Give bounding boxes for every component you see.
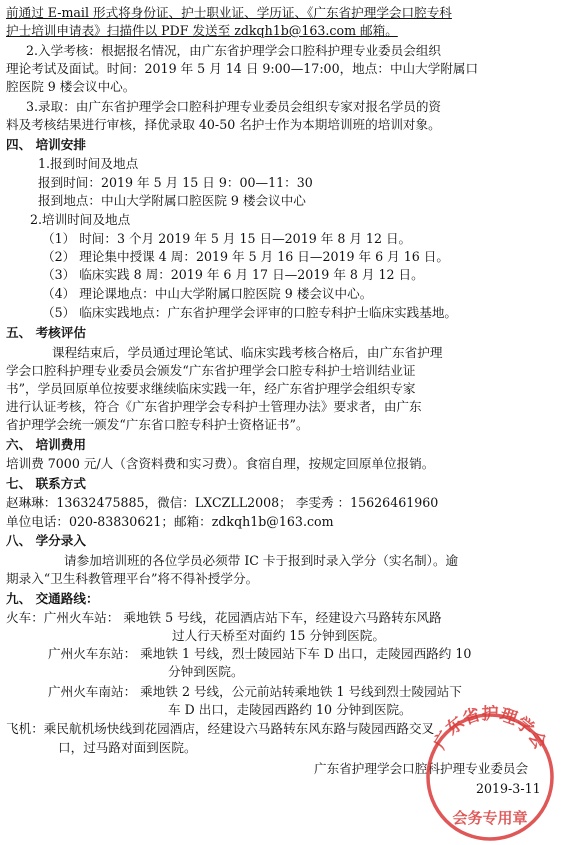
text-line: 护士培训申请表》扫描件以 PDF 发送至 zdkqh1b@163.com 邮箱。 (6, 23, 398, 38)
seal-inner-text: 会务专用章 (452, 809, 528, 827)
section-heading: 四、 培训安排 (6, 137, 86, 152)
text-line: 期录入“卫生科教管理平台”将不得补授学分。 (6, 571, 259, 586)
text-line: 分钟到医院。 (168, 664, 244, 679)
text-line: 培训费 7000 元/人（含资料费和实习费）。食宿自理，按规定回原单位报销。 (6, 456, 435, 471)
text-line: 进行认证考核，符合《广东省护理学会专科护士管理办法》要求者，由广东 (6, 399, 422, 414)
text-line: 1.报到时间及地点 (38, 156, 139, 171)
text-line: 报到时间：2019 年 5 月 15 日 9：00—11：30 (38, 175, 313, 190)
text-line: 火车：广州火车站： 乘地铁 5 号线，花园酒店站下车，经建设六马路转东风路 (6, 610, 442, 625)
text-line: （1） 时间：3 个月 2019 年 5 月 15 日—2019 年 8 月 12 日。 (42, 231, 412, 246)
text-line: （5） 临床实践地点：广东省护理学会评审的口腔专科护士临床实践基地。 (42, 305, 458, 320)
text-line: 理论考试及面试。时间：2019 年 5 月 14 日 9:00—17:00，地点：中山大学附属口 (6, 61, 479, 76)
text-line: 学会口腔科护理专业委员会颁发“广东省护理学会口腔专科护士培训结业证 (6, 363, 416, 378)
text-line: （2） 理论集中授课 4 周：2019 年 5 月 16 日—2019 年 6 月 16 日。 (42, 249, 449, 264)
text-line: 课程结束后，学员通过理论笔试、临床实践考核合格后，由广东省护理 (52, 345, 443, 360)
text-line: 广州火车东站： 乘地铁 1 号线，烈士陵园站下车 D 出口，走陵园西路约 10 (48, 646, 472, 661)
text-line: 3.录取：由广东省护理学会口腔科护理专业委员会组织专家对报名学员的资 (26, 99, 442, 114)
text-line: 车 D 出口，走陵园西路约 10 分钟到医院。 (168, 702, 412, 717)
text-line: 2019-3-11 (476, 781, 541, 796)
section-heading: 六、 培训费用 (6, 437, 86, 452)
text-line: 料及考核结果进行审核，择优录取 40-50 名护士作为本期培训班的培训对象。 (6, 117, 441, 132)
text-line: 腔医院 9 楼会议中心。 (6, 79, 136, 94)
text-line: 单位电话：020-83830621；邮箱：zdkqh1b@163.com (6, 514, 334, 529)
text-line: 2.培训时间及地点 (30, 212, 131, 227)
section-heading: 七、 联系方式 (6, 476, 86, 491)
text-line: 过人行天桥至对面约 15 分钟到医院。 (172, 628, 385, 643)
text-line: 赵琳琳：13632475885，微信：LXCZLL2008； 李雯秀 ：15626461960 (6, 495, 439, 510)
text-line: （4） 理论课地点：中山大学附属口腔医院 9 楼会议中心。 (42, 286, 373, 301)
section-heading: 九、 交通路线： (6, 591, 99, 606)
text-line: （3） 临床实践 8 周：2019 年 6 月 17 日—2019 年 8 月 12 日。 (42, 267, 424, 282)
text-line: 省护理学会统一颁发“广东省口腔专科护士资格证书”。 (6, 417, 309, 432)
section-heading: 八、 学分录入 (6, 533, 86, 548)
official-seal-stamp (420, 705, 560, 845)
text-line: 广东省护理学会口腔科护理专业委员会 (314, 761, 529, 776)
text-line: 2.入学考核：根据报名情况，由广东省护理学会口腔科护理专业委员会组织 (26, 43, 442, 58)
text-line: 前通过 E-mail 形式将身份证、护士职业证、学历证、《广东省护理学会口腔专科 (6, 5, 452, 20)
text-line: 书”，学员回原单位按要求继续临床实践一年，经广东省护理学会组织专家 (6, 381, 416, 396)
text-line: 请参加培训班的各位学员必须带 IC 卡于报到时录入学分（实名制）。逾 (64, 553, 459, 568)
seal-outer-text: 广东省护理学会 (430, 705, 550, 753)
text-line: 报到地点：中山大学附属口腔医院 9 楼会议中心 (38, 193, 306, 208)
text-line: 广州火车南站： 乘地铁 2 号线，公元前站转乘地铁 1 号线到烈士陵园站下 (48, 684, 462, 699)
section-heading: 五、 考核评估 (6, 325, 86, 340)
text-line: 飞机：乘民航机场快线到花园酒店，经建设六马路转东风东路与陵园西路交叉 (6, 721, 435, 736)
text-line: 口，过马路对面到医院。 (58, 740, 197, 755)
